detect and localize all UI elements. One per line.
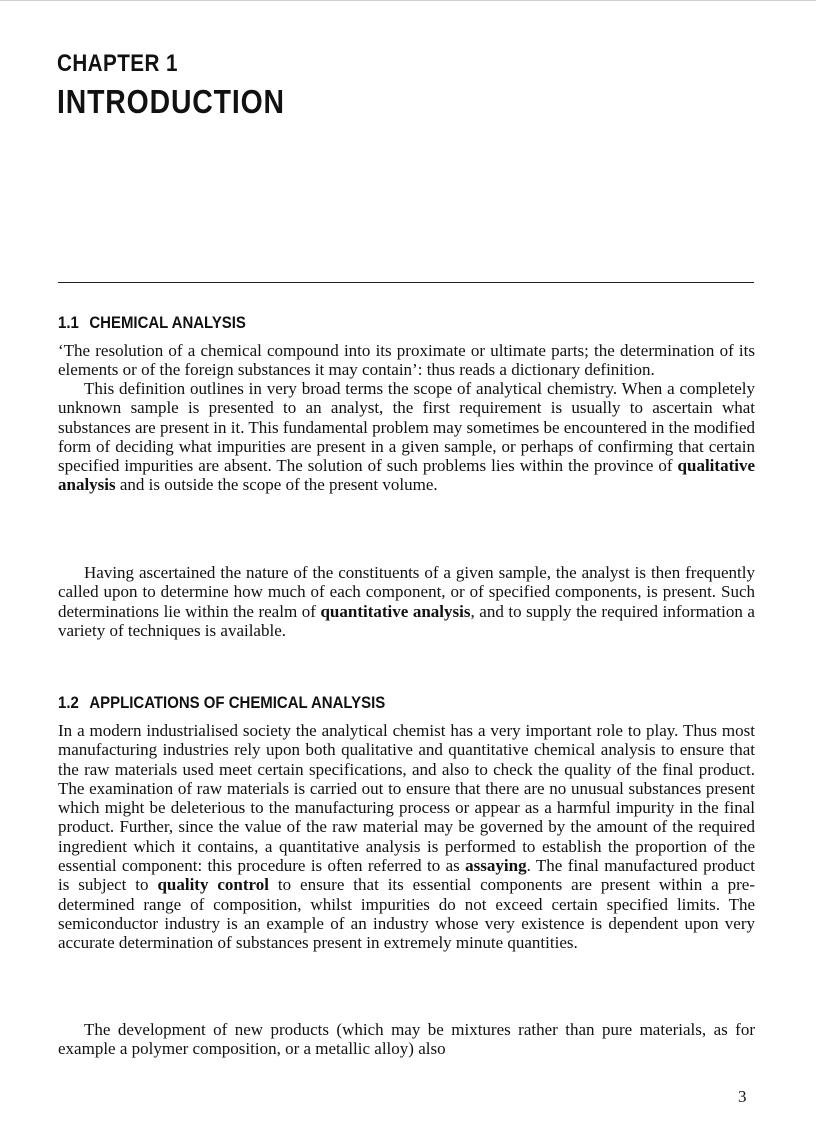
paragraph-quantitative (58, 563, 755, 640)
paragraph-industrial-role (58, 721, 755, 953)
term-quality-control: quality control (157, 875, 269, 895)
chapter-label: CHAPTER 1 (57, 50, 178, 77)
chapter-title: INTRODUCTION (57, 83, 285, 120)
paragraph-text: to ensure that its essential components are present within a pre-determined range of composition, whilst impurities do not exceed certain specified limits. The semiconductor industry is an example of an industry whose very existence is dependent upon very accurate determination of substances present in extremely minute quantities. (58, 875, 755, 953)
paragraph-text: . The final manufactured product is subject to (58, 856, 755, 895)
paragraph-scope-definition (58, 379, 755, 495)
chapter-divider (58, 282, 754, 283)
paragraph-text: The development of new products (which may be mixtures rather than pure materials, as for example a polymer composition, or a metallic alloy) also (58, 1020, 755, 1059)
term-assaying: assaying (465, 856, 527, 876)
paragraph-text: This definition outlines in very broad terms the scope of analytical chemistry. When a completely unknown sample is presented to an analyst, the first requirement is usually to ascertain what substances are present in it. This fundamental problem may sometimes be encountered in the modified form of deciding what impurities are present in a given sample, or perhaps of confirming that certain specified impurities are absent. The solution of such problems lies within the province of (58, 379, 755, 476)
section-heading-applications (58, 693, 385, 713)
section-title: APPLICATIONS OF CHEMICAL ANALYSIS (89, 693, 386, 712)
paragraph-text: ‘The resolution of a chemical compound into its proximate or ultimate parts; the determination of its elements or of the foreign substances it may contain’: thus reads a dictionary definition. (58, 341, 755, 380)
paragraph-text: Having ascertained the nature of the constituents of a given sample, the analyst is then frequently called upon to determine how much of each component, or of specified components, is present. Such determinations lie within the realm of (58, 563, 755, 621)
paragraph-dictionary-definition (58, 341, 755, 380)
term-quantitative-analysis: quantitative analysis (320, 601, 471, 621)
term-qualitative-analysis: qualitative analysis (58, 456, 755, 495)
section-title: CHEMICAL ANALYSIS (89, 313, 246, 332)
page-top-edge (0, 0, 816, 1)
paragraph-text: In a modern industrialised society the analytical chemist has a very important role to play. Thus most manufacturing industries rely upon both qualitative and quantitative chemical analysis to ensure that the raw materials used meet certain specifications, and also to check the quality of the final product. The examination of raw materials is carried out to ensure that there are no unusual substances present which might be deleterious to the manufacturing process or appear as a harmful impurity in the final product. Further, since the value of the raw material may be governed by the amount of the required ingredient which it contains, a quantitative analysis is performed to establish the proportion of the essential component: this procedure is often referred to as (58, 721, 755, 876)
section-number: 1.2 (58, 693, 79, 712)
paragraph-text: and is outside the scope of the present volume. (115, 475, 438, 495)
section-number: 1.1 (58, 313, 79, 332)
section-heading-chemical-analysis (58, 313, 246, 333)
paragraph-text: , and to supply the required information a variety of techniques is available. (58, 601, 755, 640)
page-number: 3 (738, 1087, 747, 1106)
paragraph-new-products (58, 1020, 755, 1059)
